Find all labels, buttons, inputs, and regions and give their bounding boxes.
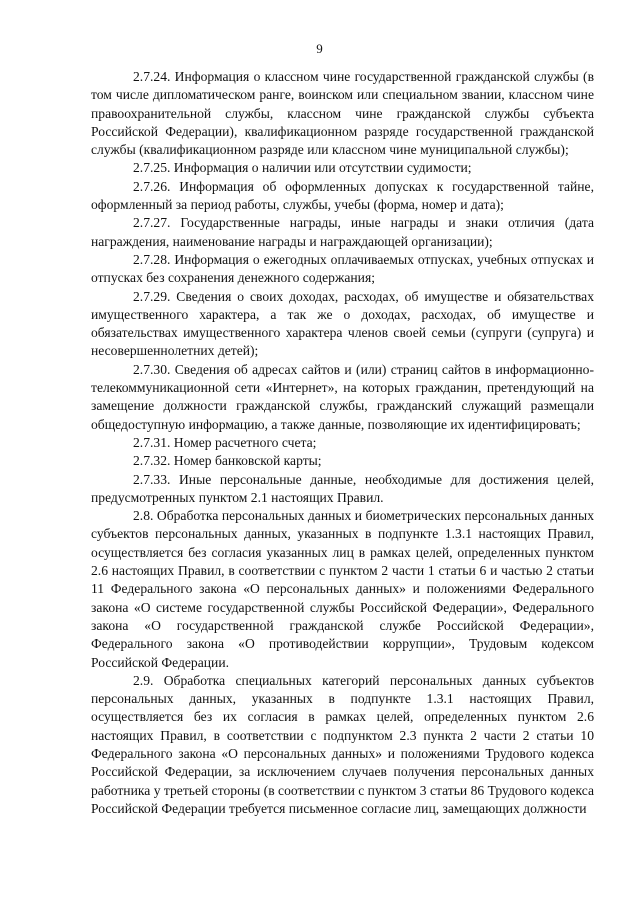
paragraph-2-7-27: 2.7.27. Государственные награды, иные награды и знаки отличия (дата награждения, наименование награды и награждающей организации); xyxy=(91,215,594,249)
page-number: 9 xyxy=(316,41,323,56)
paragraph-2-7-29: 2.7.29. Сведения о своих доходах, расходах, об имуществе и обязательствах имущественного характера, а так же о доходах, расходах, об имуществе и обязательствах имущественного характера членов своей семьи (супруги (супруга) и несовершеннолетних детей); xyxy=(91,288,594,359)
paragraph-2-7-25: 2.7.25. Информация о наличии или отсутствии судимости; xyxy=(133,160,472,176)
document-body xyxy=(91,68,594,818)
paragraph-2-7-28: 2.7.28. Информация о ежегодных оплачиваемых отпусках, учебных отпусках и отпусках без сохранения денежного содержания; xyxy=(91,251,594,286)
paragraph-2-7-30: 2.7.30. Сведения об адресах сайтов и (или) страниц сайтов в информационно-телекоммуникационной сети «Интернет», на которых гражданин, претендующий на замещение должности гражданской службы, гражданский служащий размещали общедоступную информацию, а также данные, позволяющие их идентифицировать; xyxy=(91,361,594,432)
paragraph-2-7-24: 2.7.24. Информация о классном чине государственной гражданской службы (в том числе дипломатическом ранге, воинском или специальном звании, классном чине правоохранительной службы, классном чине гражданской службы субъекта Российской Федерации), квалификационном разряде государственной гражданской службы (квалификационном разряде или классном чине муниципальной службы); xyxy=(91,69,594,158)
paragraph-2-7-33: 2.7.33. Иные персональные данные, необходимые для достижения целей, предусмотренных пунктом 2.1 настоящих Правил. xyxy=(91,471,594,505)
paragraph-2-9: 2.9. Обработка специальных категорий персональных данных субъектов персональных данных, указанных в подпункте 1.3.1 настоящих Правил, осуществляется без их согласия в рамках целей, определенных пунктом 2.6 настоящих Правил, в соответствии с подпунктом 2.3 пункта 2 части 2 статьи 10 Федерального закона «О персональных данных» и положениями Трудового кодекса Российской Федерации, за исключением случаев получения персональных данных работника у третьей стороны (в соответствии с пунктом 3 статьи 86 Трудового кодекса Российской Федерации требуется письменное согласие лиц, замещающих должности xyxy=(91,672,594,816)
paragraph-2-7-31: 2.7.31. Номер расчетного счета; xyxy=(133,434,317,450)
paragraph-2-7-26: 2.7.26. Информация об оформленных допусках к государственной тайне, оформленный за период работы, службы, учебы (форма, номер и дата); xyxy=(91,178,594,213)
paragraph-2-7-32: 2.7.32. Номер банковской карты; xyxy=(133,453,322,469)
paragraph-2-8: 2.8. Обработка персональных данных и биометрических персональных данных субъектов персональных данных, указанных в подпункте 1.3.1 настоящих Правил, осуществляется без согласия указанных лиц в рамках целей, определенных пунктом 2.6 настоящих Правил, в соответствии с пунктом 2 части 1 статьи 6 и частью 2 статьи 11 Федерального закона «О персональных данных» и положениями Федерального закона «О системе государственной службы Российской Федерации», Федерального закона «О государственной гражданской службе Российской Федерации», Федерального закона «О противодействии коррупции», Трудовым кодексом Российской Федерации. xyxy=(91,508,594,670)
